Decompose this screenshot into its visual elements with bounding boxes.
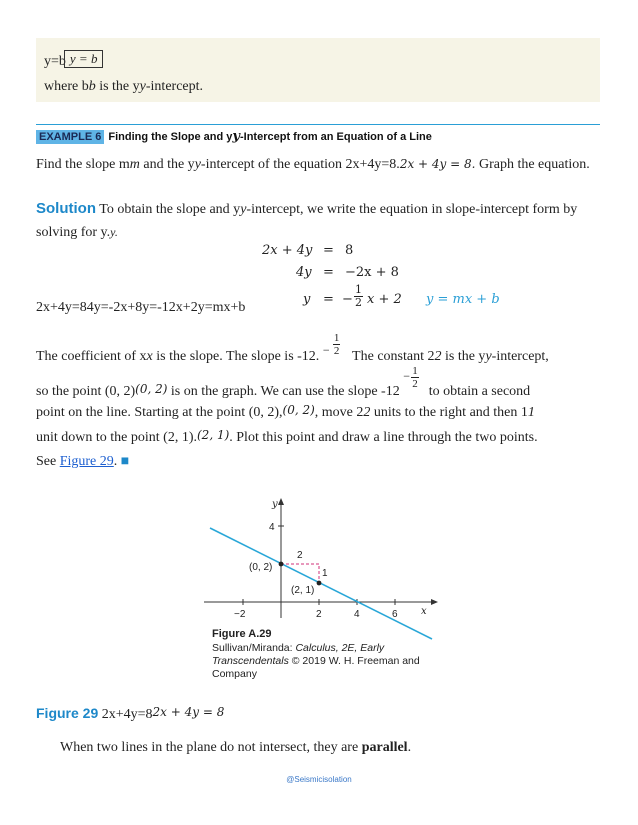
y-tick-label-4: 4 [269,522,275,533]
y-axis-arrow [278,498,284,505]
parallel-lines-sentence: When two lines in the plane do not intersect, they are parallel. [60,740,412,755]
x-tick-label-4: 4 [354,609,360,620]
watermark: @Seismicisolation [286,775,352,784]
problem-statement: Find the slope mm and the yy-intercept of the equation 2x+4y=8.2x + 4y = 8. Graph the equation. [36,157,590,172]
x-axis-label: x [421,606,427,617]
solution-label: Solution [36,200,96,217]
definition-box [36,38,600,102]
y-axis-label: y [272,499,278,510]
body-line-5: See Figure 29. ■ [36,454,130,469]
section-divider [36,124,600,125]
body-line-2: so the point (0, 2)(0, 2) is on the graph. We can use the slope -12 − $\frac{1}{2}$ to obtain a second [36,365,531,399]
body-line-4: unit down to the point (2, 1).(2, 1). Plot this point and draw a line through the two points. [36,428,538,445]
point-label-0-2: (0, 2) [249,562,273,573]
x-tick-label--2: −2 [234,609,246,620]
figure-caption-credit: Sullivan/Miranda: Calculus, 2E, Early Transcendentals © 2019 W. H. Freeman and Company [212,642,420,680]
figure-29-label: Figure 29 [36,705,99,721]
point-label-2-1: (2, 1) [291,585,315,596]
slope-intercept-note: y = mx + b [426,292,500,307]
document-page: y=b y = b where bb is the yy-intercept. EXAMPLE 6 Finding the Slope and yy-Intercept from an Equation of a Line Find the slope mm and the yy-intercept of the equation 2x+4y=8.2x + 4y = 8. Graph the equation. Solution To obtain the slope and yy-intercept, we write the equation in slope-intercept form by solving for y.y. 2x + 4y = 8 4y = −2x + 8 y = − $\frac{1}{2}$ x + 2 y = mx + b 2x+4y=84y=-2x+8y=-12x+2y=mx+b The coefficient of xx is the slope. The slope is -12. − $\frac{1}{2}$ The constant 22 is the yy-intercept, so the point (0, 2)(0, 2) is on the graph. We can use the slope -12 − $\frac{1}{2}$ to obtain a second point on the line. Starting at the point (0, 2),(0, 2), move 22 units to the right and then 11 unit down to the point (2, 1).(2, 1). Plot this point and draw a line through the two points. See Figure 29. ■ y x 4 −2 2 4 6 2 1 (0, 2) (2, 1) Figure A.29 Sullivan/Miranda: Calculus, 2E, Early Transcendentals © 2019 W. H. Freeman and Company Figure 29 2x+4y=82x + 4y = 8 When two lines in the plane do not intersect, they are parallel. @Seismicisolation [0,0,638,825]
boxed-formula: y = b [64,50,104,68]
point-2-1 [317,581,322,586]
rise-label: 1 [322,568,328,579]
body-line-3: point on the line. Starting at the point (0, 2),(0, 2), move 22 units to the right and then 11 [36,403,535,420]
body-line-1: The coefficient of xx is the slope. The slope is -12. − $\frac{1}{2}$ The constant 22 is the yy-intercept, [36,332,549,364]
figure-29-caption: Figure 29 2x+4y=82x + 4y = 8 [36,705,225,722]
example-heading: EXAMPLE 6 Finding the Slope and yy-Intercept from an Equation of a Line [36,129,432,144]
x-tick-label-6: 6 [392,609,398,620]
equations-plain-text: 2x+4y=84y=-2x+8y=-12x+2y=mx+b [36,300,246,315]
point-0-2 [279,562,284,567]
term-parallel: parallel [361,740,408,755]
solution-paragraph: Solution To obtain the slope and yy-intercept, we write the equation in slope-intercept form by solving for y.y. [36,200,578,240]
figure-29-link[interactable]: Figure 29 [59,454,114,469]
example-badge: EXAMPLE 6 [36,130,104,144]
run-label: 2 [297,550,303,561]
box-line-1 [44,50,103,70]
box-plain-formula: y=b [44,54,66,69]
figure-caption-title: Figure A.29 [212,628,272,640]
x-tick-label-2: 2 [316,609,322,620]
box-line-2: where bb is the yy-intercept. [44,79,204,94]
end-of-example-marker: ■ [120,454,130,469]
x-axis-arrow [431,599,438,605]
